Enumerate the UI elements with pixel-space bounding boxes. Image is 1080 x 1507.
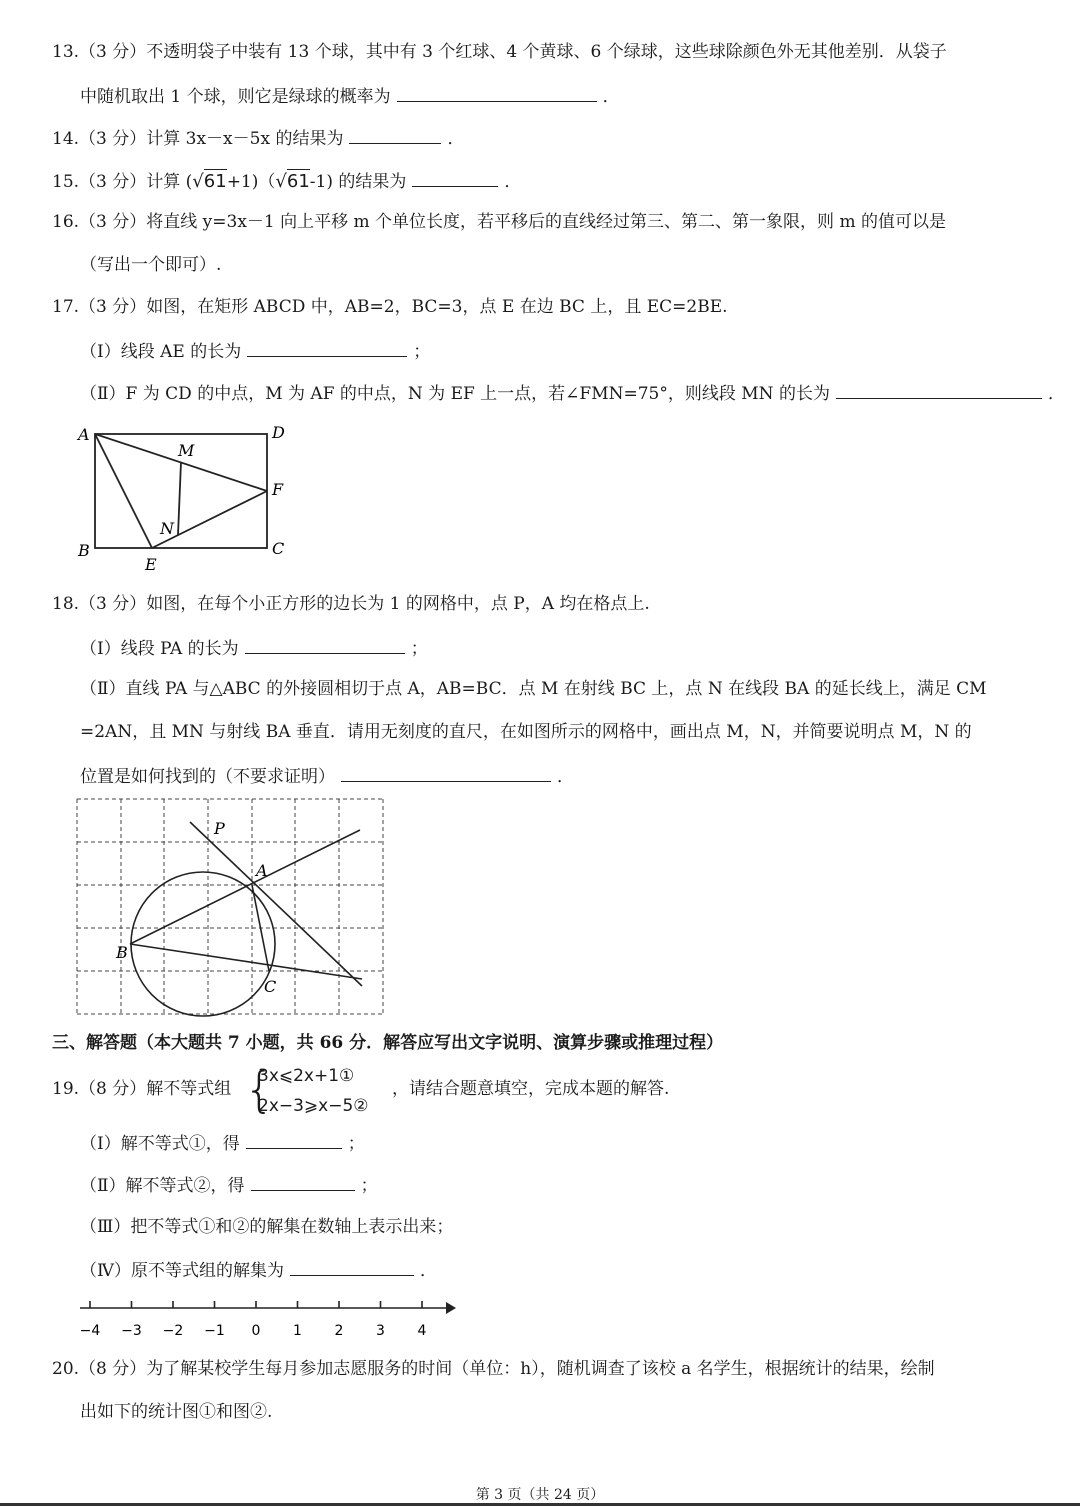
q13-answer-blank[interactable] — [397, 83, 597, 102]
sqrt-61-b: √61 — [275, 171, 310, 192]
q17-part1-blank[interactable] — [247, 338, 407, 357]
number-line[interactable] — [70, 1295, 470, 1345]
q18-part2-line3 — [80, 763, 1050, 789]
q19-prefix: 19.（8 分）解不等式组 — [52, 1079, 232, 1099]
label-d: D — [272, 423, 285, 442]
q14-text: 14.（3 分）计算 3x－x－5x 的结果为 — [52, 129, 344, 149]
q18-part2-blank[interactable] — [341, 763, 551, 782]
number-line-label: −4 — [79, 1323, 101, 1339]
section3-heading: 三、解答题（本大题共 7 小题，共 66 分．解答应写出文字说明、演算步骤或推理过程） — [52, 1033, 724, 1053]
q19-part4 — [80, 1257, 1050, 1283]
q18-part2-line3-text: 位置是如何找到的（不要求证明） — [80, 767, 335, 787]
label-n: N — [160, 519, 174, 538]
number-line-label: 0 — [251, 1323, 261, 1339]
number-line-label: 2 — [334, 1323, 344, 1339]
q17-part2-text: （Ⅱ）F 为 CD 的中点，M 为 AF 的中点，N 为 EF 上一点，若∠FMN=75°，则线段 MN 的长为 — [80, 384, 830, 404]
number-line-label: 1 — [293, 1323, 302, 1339]
label-p: P — [214, 819, 225, 838]
q19-suffix: ，请结合题意填空，完成本题的解答. — [392, 1079, 670, 1099]
q13-tail: ． — [602, 87, 620, 107]
q20-line2: 出如下的统计图①和图②. — [80, 1402, 273, 1422]
label-b: B — [116, 943, 128, 962]
label-m: M — [178, 441, 195, 460]
q19-part1-tail: ； — [347, 1134, 365, 1154]
number-line-label: 3 — [376, 1323, 385, 1339]
segment-mn — [178, 462, 181, 535]
q19-part4-text: （Ⅳ）原不等式组的解集为 — [80, 1261, 284, 1281]
segment-ae — [95, 434, 152, 548]
q15-mid: +1)（ — [226, 172, 276, 192]
q17-figure — [70, 420, 300, 580]
segment-bc — [130, 944, 362, 979]
q19-part1-text: （Ⅰ）解不等式①，得 — [80, 1134, 240, 1154]
q19-part2 — [80, 1172, 1050, 1198]
q17-stem: 17.（3 分）如图，在矩形 ABCD 中，AB=2，BC=3，点 E 在边 BC 上，且 EC=2BE. — [52, 297, 728, 317]
q17-part2-blank[interactable] — [836, 380, 1042, 399]
q15-suffix: -1) 的结果为 — [309, 172, 407, 192]
q17-part1-tail: ； — [413, 342, 431, 362]
q19-part4-blank[interactable] — [290, 1257, 414, 1276]
label-c: C — [272, 539, 285, 558]
q18-stem: 18.（3 分）如图，在每个小正方形的边长为 1 的网格中，点 P，A 均在格点上. — [52, 594, 650, 614]
page-footer: 第 3 页（共 24 页） — [475, 1487, 605, 1503]
q19-part4-tail: ． — [419, 1261, 437, 1281]
q16-line2: （写出一个即可）. — [80, 255, 222, 275]
number-line-label: −1 — [204, 1323, 225, 1339]
q18-part1-blank[interactable] — [245, 635, 405, 654]
q15-prefix: 15.（3 分）计算 ( — [52, 172, 193, 192]
grid — [77, 799, 383, 1014]
q18-figure — [70, 794, 390, 1019]
q15-tail: ． — [504, 172, 522, 192]
bottom-rule — [0, 1503, 1080, 1506]
q18-part1-text: （Ⅰ）线段 PA 的长为 — [80, 639, 239, 659]
label-a: A — [78, 425, 90, 444]
q14-line — [52, 125, 1050, 151]
number-line-arrow — [446, 1302, 456, 1314]
q17-part1-text: （Ⅰ）线段 AE 的长为 — [80, 342, 242, 362]
q18-part1 — [80, 635, 1050, 661]
q20-line1: 20.（8 分）为了解某校学生每月参加志愿服务的时间（单位：h），随机调查了该校 a 名学生，根据统计的结果，绘制 — [52, 1359, 935, 1379]
number-line-label: −3 — [121, 1323, 142, 1339]
q17-part2-tail: ． — [1047, 384, 1065, 404]
q18-part2-line2: =2AN，且 MN 与射线 BA 垂直．请用无刻度的直尺，在如图所示的网格中，画出点 M，N，并简要说明点 M，N 的 — [80, 722, 972, 742]
q18-part1-tail: ； — [410, 639, 428, 659]
q19-part2-blank[interactable] — [251, 1172, 355, 1191]
label-e: E — [145, 555, 157, 574]
q18-part2-line1: （Ⅱ）直线 PA 与△ABC 的外接圆相切于点 A，AB=BC．点 M 在射线 BC 上，点 N 在线段 BA 的延长线上，满足 CM — [80, 679, 987, 699]
line-pa — [190, 822, 362, 986]
q19-ineq2: 2x−3⩾x−5② — [258, 1096, 369, 1116]
q14-answer-blank[interactable] — [349, 125, 441, 144]
q16-line1: 16.（3 分）将直线 y=3x－1 向上平移 m 个单位长度，若平移后的直线经过第三、第二、第一象限，则 m 的值可以是 — [52, 212, 946, 232]
q14-tail: ． — [447, 129, 465, 149]
q19-ineq1: 3x⩽2x+1① — [258, 1066, 355, 1086]
q17-part2 — [80, 380, 1065, 406]
q19-part2-tail: ； — [360, 1176, 378, 1196]
sqrt-61-a: √61 — [192, 171, 227, 192]
q17-part1 — [80, 338, 1050, 364]
q19-part1-blank[interactable] — [246, 1130, 342, 1149]
q15-line — [52, 168, 1050, 194]
q19-part1 — [80, 1130, 1050, 1156]
q13-line1: 13.（3 分）不透明袋子中装有 13 个球，其中有 3 个红球、4 个黄球、6 个绿球，这些球除颜色外无其他差别．从袋子 — [52, 42, 947, 62]
q13-line2 — [80, 83, 1050, 109]
number-line-label: 4 — [417, 1323, 427, 1339]
q13-text: 中随机取出 1 个球，则它是绿球的概率为 — [80, 87, 391, 107]
q19-part3: （Ⅲ）把不等式①和②的解集在数轴上表示出来； — [80, 1217, 454, 1237]
q15-answer-blank[interactable] — [412, 168, 498, 187]
q19-part2-text: （Ⅱ）解不等式②，得 — [80, 1176, 245, 1196]
label-b: B — [78, 541, 90, 560]
q18-part2-tail: ． — [557, 767, 574, 787]
number-line-label: −2 — [162, 1323, 184, 1339]
system-brace: { — [244, 1062, 275, 1118]
label-c: C — [264, 977, 277, 996]
label-f: F — [272, 480, 284, 499]
label-a: A — [256, 861, 268, 880]
